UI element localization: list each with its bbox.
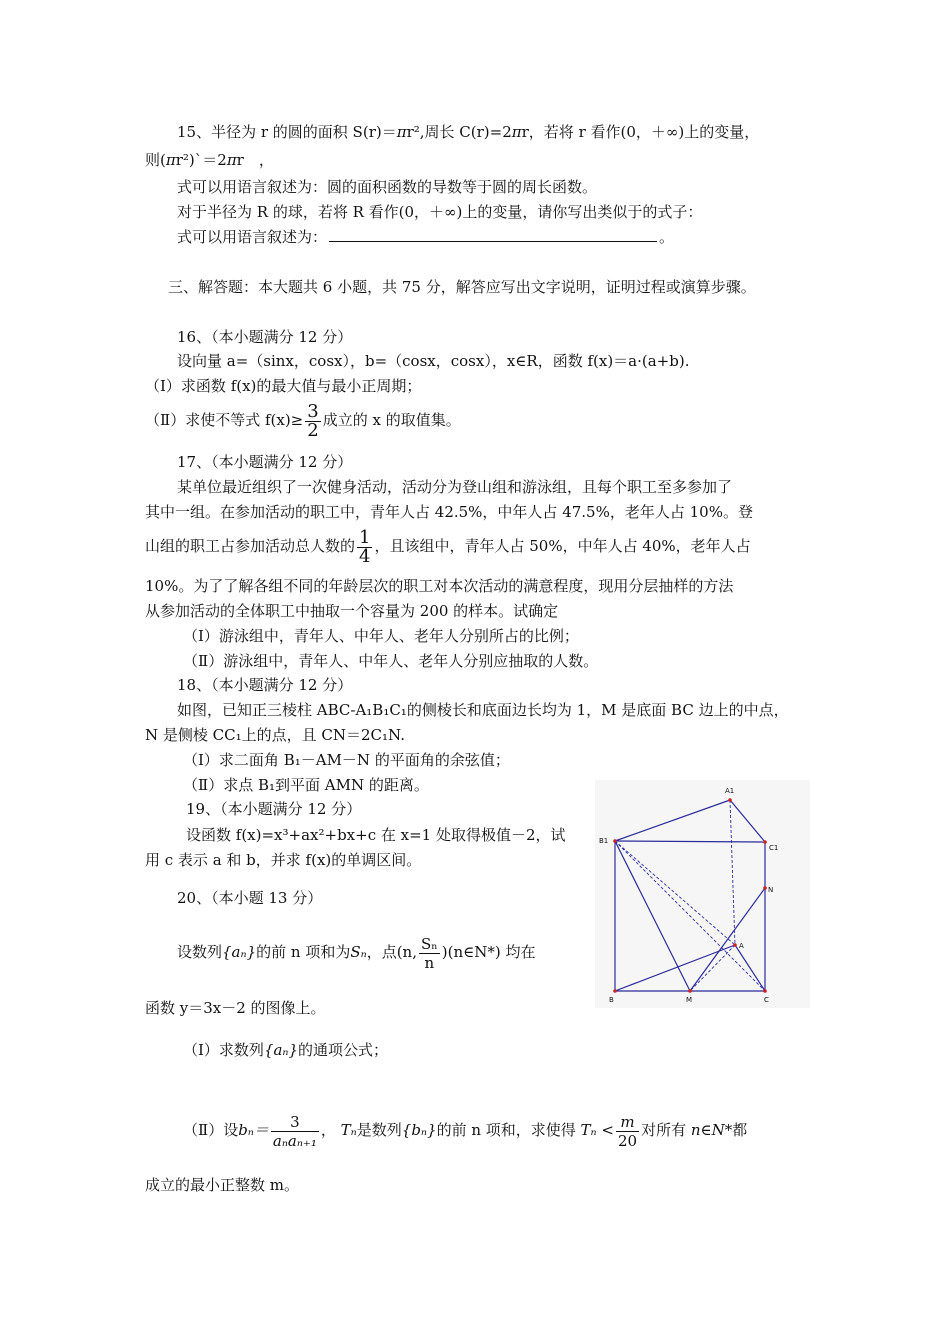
edge-a1-a	[730, 800, 735, 945]
label-c: C	[764, 996, 769, 1004]
q16-part2: （Ⅱ）求使不等式 f(x)≥ $\frac{3}{2}$ 成立的 x 的取值集。	[145, 400, 461, 441]
q17-heading: 17、（本小题满分 12 分）	[177, 453, 353, 471]
q17-part2: （Ⅱ）游泳组中，青年人、中年人、老年人分别应抽取的人数。	[183, 652, 599, 670]
q15-line3: 式可以用语言叙述为：圆的面积函数的导数等于圆的周长函数。	[177, 178, 598, 196]
q18-line2: N 是侧棱 CC₁上的点，且 CN＝2C₁N.	[145, 726, 405, 744]
point-a	[733, 943, 737, 947]
q20-heading: 20、（本小题 13 分）	[177, 889, 323, 907]
q18-part2: （Ⅱ）求点 B₁到平面 AMN 的距离。	[183, 776, 429, 794]
label-c1: C1	[769, 844, 779, 852]
label-a1: A1	[725, 787, 735, 795]
edge-m-n	[690, 888, 765, 991]
point-b	[613, 989, 617, 993]
prism-figure	[595, 780, 810, 1008]
q16-part1: （Ⅰ）求函数 f(x)的最大值与最小正周期；	[145, 377, 422, 395]
edge-b1-a1	[615, 800, 730, 841]
q15-line5: 式可以用语言叙述为： 。	[177, 228, 675, 246]
answer-blank[interactable]	[329, 227, 657, 242]
q16-statement: 设向量 a=（sinx，cosx），b=（cosx，cosx），x∈R，函数 f(x)＝a·(a+b).	[177, 352, 690, 370]
point-a1	[728, 798, 732, 802]
q15-line1: 15、半径为 r 的圆的面积 S(r)＝πr²,周长 C(r)=2πr，若将 r 看作(0，＋∞)上的变量，	[177, 123, 760, 141]
q15-line4: 对于半径为 R 的球，若将 R 看作(0，＋∞)上的变量，请你写出类似于的式子：	[177, 203, 703, 221]
q18-heading: 18、（本小题满分 12 分）	[177, 676, 353, 694]
q17-line3: 山组的职工占参加活动总人数的 $\frac{1}{4}$ ，且该组中，青年人占 50%，中年人占 40%，老年人占	[145, 526, 751, 567]
q19-heading: 19、（本小题满分 12 分）	[186, 800, 362, 818]
edge-b1-a	[615, 841, 735, 945]
section-heading: 三、解答题：本大题共 6 小题，共 75 分，解答应写出文字说明，证明过程或演算步骤。	[168, 278, 756, 296]
point-c	[763, 989, 767, 993]
q18-part1: （Ⅰ）求二面角 B₁－AM－N 的平面角的余弦值；	[183, 751, 510, 769]
q20-part1: （Ⅰ）求数列{aₙ}的通项公式；	[183, 1041, 389, 1059]
label-m: M	[686, 996, 693, 1004]
q16-heading: 16、（本小题满分 12 分）	[177, 328, 353, 346]
edge-a-c	[735, 945, 765, 991]
q20-line2: 函数 y＝3x－2 的图像上。	[145, 999, 326, 1017]
q20-part2: （Ⅱ）设bₙ＝ $\frac{3}{\text{aₙaₙ₊₁}}$ ， Tₙ是数列{bₙ}的前 n 项和，求使得 Tₙ < $\frac{m}{20}$ 对所有 n∈N*都	[183, 1112, 748, 1150]
q19-line2: 用 c 表示 a 和 b，并求 f(x)的单调区间。	[145, 851, 422, 869]
q17-line5: 从参加活动的全体职工中抽取一个容量为 200 的样本。试确定	[145, 602, 559, 620]
point-b1	[613, 839, 617, 843]
q15-line2: 则(πr²)`＝2πr ，	[145, 151, 274, 169]
q17-part1: （Ⅰ）游泳组中，青年人、中年人、老年人分别所占的比例；	[183, 627, 579, 645]
edge-b1-m	[615, 841, 690, 991]
q20-line1: 设数列{aₙ}的前 n 项和为Sₙ，点(n, $\frac{\text{Sₙ}}{n}$ )(n∈N*) 均在	[177, 934, 536, 972]
edge-a-m	[690, 945, 735, 991]
label-b: B	[609, 996, 614, 1004]
q17-line1: 某单位最近组织了一次健身活动，活动分为登山组和游泳组，且每个职工至多参加了	[177, 478, 733, 496]
q18-line1: 如图，已知正三棱柱 ABC-A₁B₁C₁的侧棱长和底面边长均为 1，M 是底面 BC 边上的中点，	[177, 701, 789, 719]
q17-line4: 10%。为了了解各组不同的年龄层次的职工对本次活动的满意程度，现用分层抽样的方法	[145, 577, 734, 595]
label-b1: B1	[599, 837, 609, 845]
label-n: N	[768, 886, 774, 894]
label-a: A	[739, 942, 744, 950]
point-n	[763, 886, 767, 890]
edge-a1-c1	[730, 800, 765, 842]
point-c1	[763, 840, 767, 844]
q19-line1: 设函数 f(x)=x³+ax²+bx+c 在 x=1 处取得极值－2，试	[186, 826, 566, 844]
q17-line2: 其中一组。在参加活动的职工中，青年人占 42.5%，中年人占 47.5%，老年人占 10%。登	[145, 503, 753, 521]
edge-b1-c1	[615, 841, 765, 842]
q20-line3: 成立的最小正整数 m。	[145, 1176, 299, 1194]
edge-b1-c	[615, 841, 765, 991]
edge-b-a	[615, 945, 735, 991]
point-m	[688, 989, 692, 993]
